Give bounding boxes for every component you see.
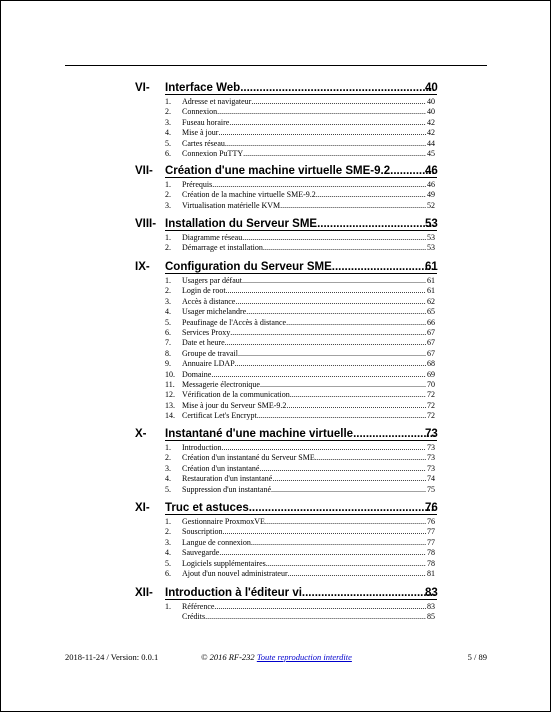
- item-title[interactable]: [182, 602, 426, 612]
- item-title-text: Souscription: [182, 527, 223, 537]
- item-number: 6.: [165, 149, 171, 158]
- dot-leader: [225, 338, 426, 348]
- item-page-number: 75: [427, 484, 435, 494]
- item-page-number: 67: [427, 338, 435, 348]
- item-title[interactable]: [182, 243, 426, 253]
- item-title[interactable]: [182, 328, 426, 338]
- item-page-number: 45: [427, 149, 435, 158]
- toc-item-entry[interactable]: [1, 180, 551, 190]
- dot-leader: [251, 538, 426, 548]
- item-page-number: 52: [427, 200, 435, 210]
- item-title-text: Login de root: [182, 286, 226, 296]
- item-title-text: Vérification de la communication: [182, 390, 290, 400]
- item-title[interactable]: [182, 139, 426, 149]
- item-title[interactable]: [182, 297, 426, 307]
- toc-item-entry[interactable]: [1, 139, 551, 149]
- item-title[interactable]: [182, 318, 426, 328]
- item-page-number: 73: [427, 443, 435, 452]
- chapter-number: IX-: [135, 261, 150, 273]
- toc-item-entry[interactable]: [1, 118, 551, 128]
- chapter-title-text: Installation du Serveur SME: [165, 218, 318, 230]
- item-title-text: Création de la machine virtuelle SME-9.2: [182, 190, 316, 200]
- toc-item-entry[interactable]: [1, 401, 551, 411]
- dot-leader: [222, 527, 426, 537]
- item-title-text: Logiciels supplémentaires: [182, 558, 266, 568]
- dot-leader: [353, 427, 438, 441]
- item-title[interactable]: [182, 538, 426, 548]
- item-page-number: 83: [427, 602, 435, 611]
- toc-item-entry[interactable]: [1, 612, 551, 622]
- item-title[interactable]: [182, 107, 426, 117]
- item-number: 7.: [165, 338, 171, 348]
- dot-leader: [218, 128, 426, 138]
- item-number: 3.: [165, 296, 171, 306]
- toc-chapter-entry[interactable]: [1, 260, 551, 274]
- toc-item-entry[interactable]: [1, 411, 551, 421]
- chapter-title-text: Interface Web: [165, 82, 241, 94]
- item-page-number: 72: [427, 390, 435, 400]
- item-title-text: Virtualisation matérielle KVM: [182, 200, 281, 210]
- item-title-text: Services Proxy: [182, 328, 231, 337]
- item-title-text: Messagerie électronique: [182, 380, 260, 389]
- toc-item-entry[interactable]: [1, 548, 551, 558]
- dot-leader: [272, 474, 426, 484]
- toc-item-entry[interactable]: [1, 276, 551, 286]
- item-title-text: Usager michelandre: [182, 307, 247, 317]
- item-number: 12.: [165, 390, 175, 400]
- dot-leader: [280, 201, 426, 211]
- dot-leader: [240, 81, 438, 95]
- item-title-text: Connexion: [182, 107, 218, 117]
- item-title[interactable]: [182, 527, 426, 537]
- dot-leader: [251, 97, 426, 107]
- chapter-title-text: Truc et astuces: [165, 502, 249, 514]
- item-title-text: Création d'un instantané: [182, 463, 260, 473]
- item-title-text: Mise à jour du Serveur SME-9.2: [182, 400, 287, 410]
- item-title[interactable]: [182, 485, 426, 495]
- toc-item-entry[interactable]: [1, 485, 551, 495]
- item-title-text: Diagramme réseau: [182, 233, 243, 242]
- item-title[interactable]: [182, 128, 426, 138]
- item-number: 4.: [165, 474, 171, 484]
- toc-chapter-entry[interactable]: [1, 81, 551, 95]
- toc-item-entry[interactable]: [1, 233, 551, 243]
- dot-leader: [222, 443, 426, 453]
- chapter-title[interactable]: [165, 217, 438, 231]
- chapter-page-number: 73: [425, 428, 438, 440]
- item-title[interactable]: [182, 464, 426, 474]
- chapter-underline: [165, 440, 437, 441]
- toc-item-entry[interactable]: [1, 107, 551, 117]
- item-number: 14.: [165, 411, 175, 421]
- item-number: 9.: [165, 359, 171, 369]
- item-number: 13.: [165, 400, 175, 410]
- item-title-text: Mise à jour: [182, 128, 219, 138]
- item-page-number: 61: [427, 276, 435, 285]
- item-title[interactable]: [182, 118, 426, 128]
- item-page-number: 85: [427, 612, 435, 622]
- toc-item-entry[interactable]: [1, 318, 551, 328]
- toc-item-entry[interactable]: [1, 527, 551, 537]
- item-number: 4.: [165, 548, 171, 558]
- item-title[interactable]: [182, 401, 426, 411]
- toc-item-entry[interactable]: [1, 464, 551, 474]
- item-number: 8.: [165, 348, 171, 358]
- dot-leader: [243, 149, 426, 159]
- item-title[interactable]: [182, 443, 426, 453]
- item-title[interactable]: [182, 453, 426, 463]
- item-number: 1.: [165, 602, 171, 611]
- dot-leader: [235, 297, 426, 307]
- toc-item-entry[interactable]: [1, 338, 551, 348]
- chapter-title-text: Configuration du Serveur SME: [165, 261, 332, 273]
- item-title[interactable]: [182, 559, 426, 569]
- toc-item-entry[interactable]: [1, 602, 551, 612]
- item-page-number: 70: [427, 380, 435, 389]
- chapter-underline: [165, 230, 437, 231]
- item-page-number: 81: [427, 569, 435, 578]
- item-title[interactable]: [182, 190, 426, 200]
- item-page-number: 77: [427, 527, 435, 537]
- item-number: 2.: [165, 190, 171, 200]
- chapter-number: VIII-: [135, 218, 157, 230]
- item-page-number: 65: [427, 307, 435, 317]
- dot-leader: [332, 260, 438, 274]
- item-title[interactable]: [182, 201, 426, 211]
- dot-leader: [217, 107, 426, 117]
- item-page-number: 72: [427, 400, 435, 410]
- toc-item-entry[interactable]: [1, 190, 551, 200]
- toc-item-entry[interactable]: [1, 307, 551, 317]
- chapter-title[interactable]: [165, 501, 438, 515]
- item-title[interactable]: [182, 548, 426, 558]
- item-title-text: Annuaire LDAP: [182, 359, 235, 369]
- dot-leader: [211, 370, 426, 380]
- dot-leader: [286, 401, 426, 411]
- item-title[interactable]: [182, 97, 426, 107]
- dot-leader: [225, 139, 426, 149]
- item-title-text: Connexion PuTTY: [182, 149, 244, 158]
- dot-leader: [265, 517, 426, 527]
- item-title[interactable]: [182, 180, 426, 190]
- footer-copyright: [201, 651, 352, 663]
- item-title[interactable]: [182, 411, 426, 421]
- item-title-text: Ajout d'un nouvel administrateur: [182, 569, 288, 578]
- chapter-underline: [165, 177, 437, 178]
- footer-copyright-text: © 2016 RF-232: [201, 652, 255, 662]
- toc-item-entry[interactable]: [1, 569, 551, 579]
- dot-leader: [290, 390, 426, 400]
- dot-leader: [235, 359, 426, 369]
- item-title-text: Usagers par défaut: [182, 276, 242, 285]
- item-title[interactable]: [182, 276, 426, 286]
- dot-leader: [249, 501, 438, 515]
- item-page-number: 78: [427, 558, 435, 568]
- dot-leader: [238, 349, 426, 359]
- item-page-number: 73: [427, 463, 435, 473]
- toc-item-entry[interactable]: [1, 286, 551, 296]
- chapter-underline: [165, 273, 437, 274]
- item-page-number: 46: [427, 180, 435, 189]
- toc-item-entry[interactable]: [1, 517, 551, 527]
- item-number: 6.: [165, 328, 171, 337]
- item-title[interactable]: [182, 149, 426, 159]
- item-title-text: Prérequis: [182, 180, 213, 189]
- dot-leader: [212, 180, 426, 190]
- dot-leader: [230, 328, 426, 338]
- item-title-text: Création d'un instantané du Serveur SME: [182, 453, 315, 463]
- item-title-text: Crédits: [182, 612, 206, 622]
- chapter-number: XII-: [135, 587, 153, 599]
- chapter-title[interactable]: [165, 81, 438, 95]
- item-page-number: 78: [427, 548, 435, 558]
- item-title[interactable]: [182, 338, 426, 348]
- dot-leader: [288, 569, 426, 579]
- dot-leader: [302, 586, 438, 600]
- toc-chapter-entry[interactable]: [1, 586, 551, 600]
- dot-leader: [266, 559, 426, 569]
- item-title-text: Date et heure: [182, 338, 225, 348]
- header-rule: [65, 65, 487, 66]
- dot-leader: [214, 602, 426, 612]
- toc-item-entry[interactable]: [1, 349, 551, 359]
- item-title-text: Adresse et navigateur: [182, 97, 252, 106]
- toc-chapter-entry[interactable]: [1, 427, 551, 441]
- dot-leader: [246, 307, 426, 317]
- item-title[interactable]: [182, 517, 426, 527]
- dot-leader: [316, 190, 426, 200]
- item-number: 3.: [165, 463, 171, 473]
- item-number: 5.: [165, 484, 171, 494]
- item-number: 2.: [165, 453, 171, 463]
- item-title[interactable]: [182, 233, 426, 243]
- dot-leader: [263, 243, 426, 253]
- item-page-number: 40: [427, 107, 435, 117]
- item-page-number: 62: [427, 296, 435, 306]
- item-title-text: Certificat Let's Encrypt: [182, 411, 257, 421]
- item-title[interactable]: [182, 569, 426, 579]
- chapter-underline: [165, 514, 437, 515]
- chapter-number: X-: [135, 428, 147, 440]
- toc-item-entry[interactable]: [1, 297, 551, 307]
- item-page-number: 73: [427, 453, 435, 463]
- chapter-page-number: 40: [425, 82, 438, 94]
- toc-item-entry[interactable]: [1, 443, 551, 453]
- dot-leader: [317, 217, 438, 231]
- item-title-text: Fuseau horaire: [182, 117, 230, 127]
- item-title-text: Accès à distance: [182, 296, 236, 306]
- item-page-number: 44: [427, 138, 435, 148]
- chapter-number: VII-: [135, 165, 153, 177]
- chapter-number: XI-: [135, 502, 150, 514]
- toc-chapter-entry[interactable]: [1, 217, 551, 231]
- item-number: 1.: [165, 97, 171, 106]
- item-page-number: 53: [427, 243, 435, 253]
- toc-item-entry[interactable]: [1, 390, 551, 400]
- item-page-number: 49: [427, 190, 435, 200]
- chapter-page-number: 76: [425, 502, 438, 514]
- dot-leader: [260, 380, 426, 390]
- item-title[interactable]: [182, 474, 426, 484]
- item-title[interactable]: [182, 307, 426, 317]
- item-number: 6.: [165, 569, 171, 578]
- item-title-text: Démarrage et installation: [182, 243, 263, 253]
- item-page-number: 67: [427, 328, 435, 337]
- item-number: 2.: [165, 107, 171, 117]
- toc-item-entry[interactable]: [1, 474, 551, 484]
- toc-item-entry[interactable]: [1, 243, 551, 253]
- item-page-number: 40: [427, 97, 435, 106]
- toc-item-entry[interactable]: [1, 453, 551, 463]
- dot-leader: [242, 233, 426, 243]
- item-number: 5.: [165, 138, 171, 148]
- item-page-number: 72: [427, 411, 435, 421]
- item-page-number: 69: [427, 369, 435, 379]
- chapter-page-number: 83: [425, 587, 438, 599]
- item-page-number: 53: [427, 233, 435, 242]
- dot-leader: [257, 411, 426, 421]
- item-title-text: Restauration d'un instantané: [182, 474, 273, 484]
- chapter-underline: [165, 599, 437, 600]
- dot-leader: [226, 286, 426, 296]
- item-title-text: Introduction: [182, 443, 222, 452]
- item-page-number: 77: [427, 537, 435, 547]
- item-page-number: 67: [427, 348, 435, 358]
- chapter-page-number: 61: [425, 261, 438, 273]
- toc-item-entry[interactable]: [1, 201, 551, 211]
- dot-leader: [286, 318, 426, 328]
- chapter-underline: [165, 94, 437, 95]
- toc-item-entry[interactable]: [1, 97, 551, 107]
- item-number: 10.: [165, 369, 175, 379]
- item-title-text: Référence: [182, 602, 215, 611]
- item-title-text: Groupe de travail: [182, 348, 238, 358]
- dot-leader: [242, 276, 426, 286]
- item-title[interactable]: [182, 612, 426, 622]
- item-number: 4.: [165, 307, 171, 317]
- dot-leader: [271, 485, 426, 495]
- item-number: 3.: [165, 537, 171, 547]
- chapter-title[interactable]: [165, 586, 438, 600]
- dot-leader: [229, 118, 426, 128]
- dot-leader: [205, 612, 426, 622]
- item-number: 3.: [165, 117, 171, 127]
- item-title-text: Cartes réseau: [182, 138, 225, 148]
- item-number: 1.: [165, 443, 171, 452]
- toc-chapter-entry[interactable]: [1, 164, 551, 178]
- footer-link[interactable]: Toute reproduction interdite: [256, 652, 352, 662]
- item-number: 2.: [165, 286, 171, 296]
- toc-item-entry[interactable]: [1, 538, 551, 548]
- item-page-number: 42: [427, 117, 435, 127]
- toc-chapter-entry[interactable]: [1, 501, 551, 515]
- item-title-text: Gestionnaire ProxmoxVE: [182, 517, 265, 526]
- item-page-number: 61: [427, 286, 435, 296]
- item-number: 1.: [165, 233, 171, 242]
- item-number: 4.: [165, 128, 171, 138]
- item-title-text: Sauvegarde: [182, 548, 220, 558]
- chapter-title[interactable]: [165, 427, 438, 441]
- item-title-text: Peaufinage de l'Accès à distance: [182, 317, 287, 327]
- footer-date-version: 2018-11-24 / Version: 0.0.1: [65, 652, 159, 662]
- item-title-text: Suppression d'un instantané: [182, 484, 271, 494]
- toc-item-entry[interactable]: [1, 370, 551, 380]
- chapter-number: VI-: [135, 82, 150, 94]
- chapter-title-text: Instantané d'une machine virtuelle: [165, 428, 354, 440]
- item-number: 2.: [165, 527, 171, 537]
- chapter-title[interactable]: [165, 260, 438, 274]
- item-number: 5.: [165, 558, 171, 568]
- item-page-number: 68: [427, 359, 435, 369]
- item-page-number: 66: [427, 317, 435, 327]
- item-number: 5.: [165, 317, 171, 327]
- item-title[interactable]: [182, 359, 426, 369]
- toc-item-entry[interactable]: [1, 359, 551, 369]
- dot-leader: [315, 453, 426, 463]
- chapter-page-number: 46: [425, 165, 438, 177]
- item-number: 1.: [165, 180, 171, 189]
- chapter-title-text: Création d'une machine virtuelle SME-9.2: [165, 165, 391, 177]
- item-number: 1.: [165, 276, 171, 285]
- item-number: 1.: [165, 517, 171, 526]
- toc-item-entry[interactable]: [1, 559, 551, 569]
- item-page-number: 74: [427, 474, 435, 484]
- toc-item-entry[interactable]: [1, 149, 551, 159]
- dot-leader: [259, 464, 426, 474]
- toc-item-entry[interactable]: [1, 328, 551, 338]
- chapter-title[interactable]: [165, 164, 438, 178]
- item-title[interactable]: [182, 370, 426, 380]
- item-number: 3.: [165, 200, 171, 210]
- chapter-page-number: 53: [425, 218, 438, 230]
- page-footer: [65, 651, 487, 663]
- toc-item-entry[interactable]: [1, 128, 551, 138]
- footer-page-number: 5 / 89: [467, 652, 487, 662]
- item-title-text: Domaine: [182, 369, 212, 379]
- item-number: 11.: [165, 380, 175, 389]
- item-title[interactable]: [182, 286, 426, 296]
- item-title[interactable]: [182, 380, 426, 390]
- toc-item-entry[interactable]: [1, 380, 551, 390]
- item-page-number: 76: [427, 517, 435, 526]
- item-number: 2.: [165, 243, 171, 253]
- chapter-title-text: Introduction à l'éditeur vi: [165, 587, 302, 599]
- item-title[interactable]: [182, 349, 426, 359]
- item-title-text: Langue de connexion: [182, 537, 251, 547]
- item-title[interactable]: [182, 390, 426, 400]
- item-page-number: 42: [427, 128, 435, 138]
- dot-leader: [219, 548, 426, 558]
